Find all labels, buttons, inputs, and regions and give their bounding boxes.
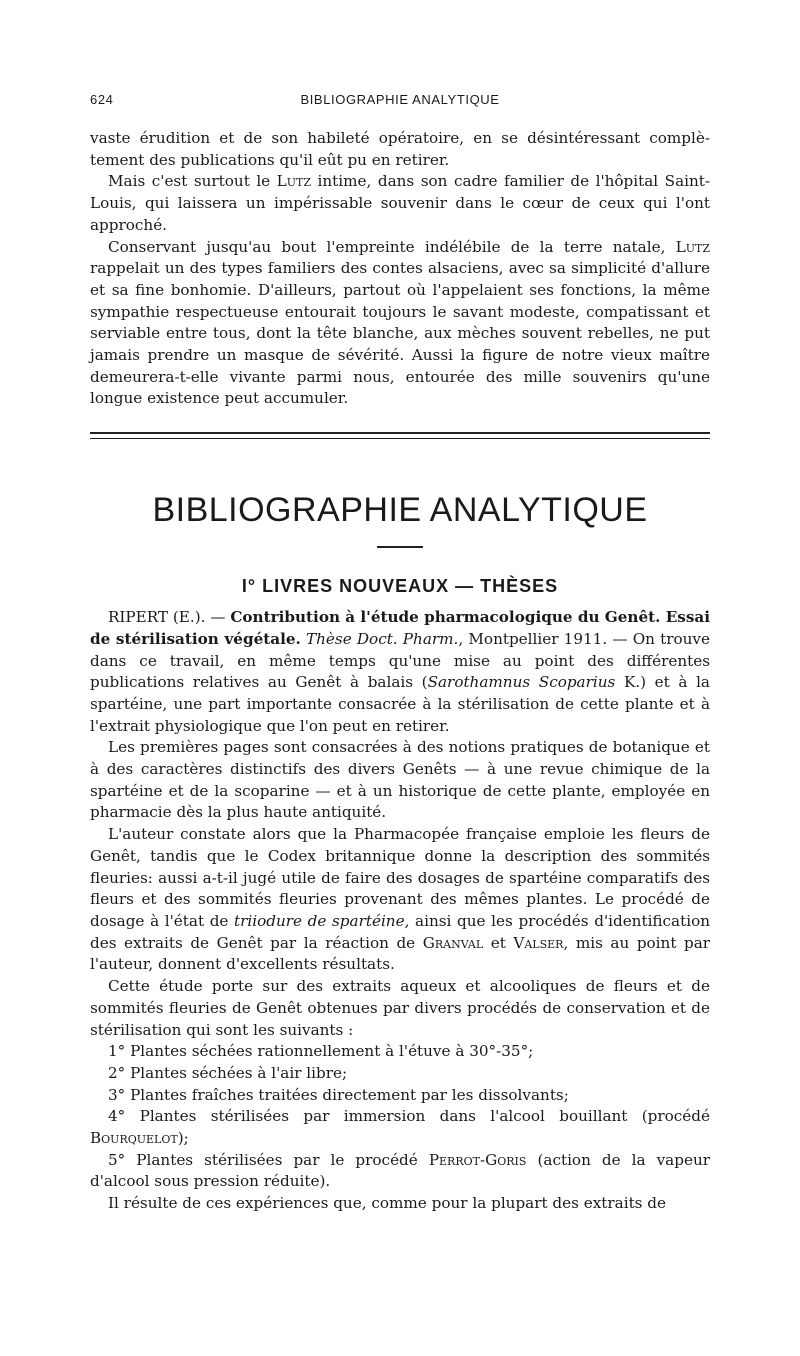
section-title: BIBLIOGRAPHIE ANALYTIQUE — [152, 491, 648, 530]
review-paragraph-5: Il résulte de ces expériences que, comme pour la plupart des extraits de — [108, 1194, 667, 1213]
list-item: 3° Plantes fraîches traitées directement par les dissolvants; — [108, 1085, 569, 1104]
section-divider — [90, 432, 710, 439]
review-title: Contribution à l'étude pharmacologique du Genêt. Essai de stérilisation végétale. — [90, 608, 710, 648]
obituary-paragraph-1: vaste érudition et de son habileté opératoire, en se désintéressant complè- tement des publications qu'il eût pu en retirer. — [90, 129, 710, 169]
person-name: Bourquelot — [90, 1129, 178, 1148]
divider-rule — [90, 432, 710, 434]
obituary-paragraph-2: Mais c'est surtout le Lutz intime, dans son cadre familier de l'hôpital Saint-Louis, qui laissera un impérissable souvenir dans le cœur de ceux qui l'ont approché. — [90, 172, 710, 234]
list-item: 4° Plantes stérilisées par immersion dans l'alcool bouillant (procédé Bourquelot); — [90, 1107, 710, 1148]
review-paragraph-3: L'auteur constate alors que la Pharmacopée française emploie les fleurs de Genêt, tandis que le Codex britannique donne la description des sommités fleuries: aussi a-t-il jugé utile de faire des dosages de spartéine comparatifs des fleurs et des sommités fleuries provenant des mêmes plantes. Le procédé de dosage à l'état de triiodure de spartéine, ainsi que les procédés d'identification des extraits de Genêt par la réaction de Granval et Valser, mis au point par l'auteur, donnent d'excellents résultats. — [90, 825, 711, 974]
list-item: 5° Plantes stérilisées par le procédé Perrot-Goris (action de la vapeur d'alcool sous pression réduite). — [90, 1150, 710, 1191]
method-list — [90, 1041, 710, 1193]
species-name: Sarothamnus Scoparius — [427, 673, 616, 692]
reagent-name: triiodure de spartéine — [234, 911, 405, 930]
person-name: Lutz — [276, 172, 312, 191]
review-paragraph-1: RIPERT (E.). — Contribution à l'étude pharmacologique du Genêt. Essai de stérilisation végétale. Thèse Doct. Pharm., Montpellier 1911. — On trouve dans ce travail, en même temps qu'une mise au point des différentes publications relatives au Genêt à balais (Sarothamnus Scoparius K.) et à la spartéine, une part importante consacrée à la stérilisation de cette plante et à l'extrait physiologique que l'on peut en retirer. — [90, 608, 710, 735]
running-head — [90, 92, 710, 114]
review-paragraph-2: Les premières pages sont consacrées à des notions pratiques de botanique et à des caractères distinctifs des divers Genêts — à une revue chimique de la spartéine et de la scoparine — et à un historique de cette plante, employée en pharmacie dès la plus haute antiquité. — [90, 738, 710, 822]
running-title: BIBLIOGRAPHIE ANALYTIQUE — [300, 92, 500, 107]
list-item: 2° Plantes séchées à l'air libre; — [108, 1063, 348, 1082]
page-number: 624 — [90, 92, 114, 107]
title-underline — [377, 546, 423, 548]
divider-rule — [90, 438, 710, 439]
person-name: Granval — [422, 933, 484, 952]
review-author: RIPERT (E.). — [108, 608, 206, 627]
obituary-paragraph-3: Conservant jusqu'au bout l'empreinte indélébile de la terre natale, Lutz rappelait un des types familiers des contes alsaciens, avec sa simplicité d'allure et sa fine bonhomie. D'ailleurs, partout où l'appelaient ses fonctions, la même sympathie respectueuse entourait toujours le savant modeste, compatissant et serviable entre tous, dont la tête blanche, aux mèches souvent rebelles, ne put jamais prendre un masque de sévérité. Aussi la figure de notre vieux maître demeurera-t-elle vivante parmi nous, entourée des mille souvenirs qu'une longue existence peut accumuler. — [90, 237, 710, 408]
list-item: 1° Plantes séchées rationnellement à l'étuve à 30°-35°; — [108, 1042, 534, 1061]
person-name: Valser — [513, 933, 564, 952]
review-paragraph-4: Cette étude porte sur des extraits aqueux et alcooliques de fleurs et de sommités fleuries de Genêt obtenues par divers procédés de conservation et de stérilisation qui sont les suivants : — [90, 977, 710, 1039]
person-name: Perrot-Goris — [428, 1150, 527, 1169]
person-name: Lutz — [675, 237, 710, 256]
page — [90, 92, 710, 1215]
thesis-type: Thèse Doct. Pharm. — [306, 629, 459, 648]
section-subtitle: I° LIVRES NOUVEAUX — THÈSES — [241, 576, 559, 597]
